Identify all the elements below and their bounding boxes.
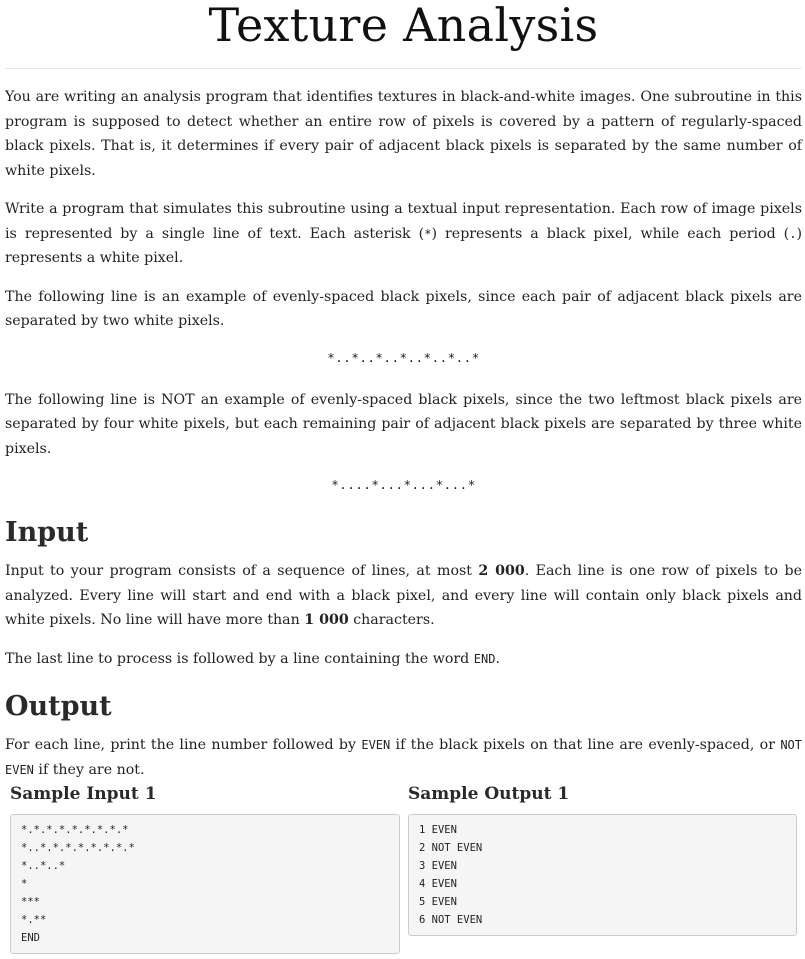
end-keyword-code: END: [473, 651, 496, 666]
input-p1-text-a: Input to your program consists of a sequence of lines, at most: [5, 563, 479, 579]
title-divider: [5, 68, 802, 69]
output-p1-text-a: For each line, print the line number followed by: [5, 737, 362, 753]
sample-output-line: 2 NOT EVEN: [419, 842, 483, 854]
sample-input-title: Sample Input 1: [10, 784, 157, 804]
sample-output-line: 6 NOT EVEN: [419, 914, 483, 926]
sample-input-column: [10, 782, 400, 954]
example-even-pattern: *..*..*..*..*..*..*: [327, 349, 480, 365]
sample-input-line: *..*..*: [21, 860, 66, 872]
intro-paragraph-3: The following line is an example of evenly-spaced black pixels, since each pair of adjacent black pixels are separated by two white pixels.: [5, 288, 802, 329]
sample-output-line: 1 EVEN: [419, 824, 457, 836]
output-paragraph-1: [5, 733, 802, 782]
output-p1-text-c: if they are not.: [33, 761, 145, 778]
sample-input-line: *.**: [21, 914, 47, 926]
input-paragraph-2: [5, 647, 802, 672]
period-code: .: [789, 226, 797, 241]
max-chars-value: 1 000: [304, 612, 349, 628]
input-p1-text-b: . Each line is one row of pixels to be analyzed. Every line will start and end with a black pixel, and every line will contain only black pixels and white pixels. No line will have more than: [5, 563, 802, 628]
sample-input-box[interactable]: [10, 814, 400, 954]
sample-output-column: [408, 782, 797, 936]
intro-paragraph-1: You are writing an analysis program that identifies textures in black-and-white images. One subroutine in this program is supposed to detect whether an entire row of pixels is covered by a pattern of regularly-spaced black pixels. That is, it determines if every pair of adjacent black pixels is separated by the same number of white pixels.: [5, 89, 802, 179]
max-lines-value: 2 000: [478, 563, 525, 579]
asterisk-code: *: [424, 226, 432, 241]
output-p1-text-b: if the black pixels on that line are evenly-spaced, or: [390, 737, 781, 753]
samples-section: [5, 782, 802, 957]
intro-paragraph-2: [5, 197, 802, 271]
problem-statement: [5, 0, 802, 796]
input-paragraph-1: [5, 559, 802, 633]
sample-input-line: ***: [21, 896, 40, 908]
even-keyword-code: EVEN: [361, 738, 391, 752]
input-p2-text-a: The last line to process is followed by a line containing the word: [5, 650, 474, 667]
sample-input-line: *: [21, 878, 28, 890]
intro-p2-text-a: Write a program that simulates this subroutine using a textual input representation. Each row of image pixels is represented by a single line of text. Each asterisk (: [5, 201, 802, 242]
intro-p2-text-b: ) represents a black pixel, while each period (: [431, 225, 790, 242]
intro-p2-text-c: ) represents a white pixel.: [5, 225, 802, 266]
sample-output-line: 5 EVEN: [419, 896, 457, 908]
input-heading: Input: [5, 517, 89, 548]
input-p1-text-c: characters.: [348, 612, 435, 628]
sample-output-box[interactable]: [408, 814, 797, 936]
sample-input-line: *..*.*.*.*.*.*.*.*: [21, 842, 135, 854]
sample-input-line: *.*.*.*.*.*.*.*.*: [21, 824, 129, 836]
sample-output-title: Sample Output 1: [408, 784, 570, 804]
input-p2-text-b: .: [495, 650, 500, 667]
page-title: Texture Analysis: [208, 0, 599, 52]
not-even-keyword-code: NOT EVEN: [5, 738, 802, 777]
output-heading: Output: [5, 691, 112, 722]
sample-output-line: 4 EVEN: [419, 878, 457, 890]
sample-input-line: END: [21, 932, 40, 944]
example-not-even-pattern: *....*...*...*...*: [331, 477, 476, 492]
sample-output-line: 3 EVEN: [419, 860, 457, 872]
intro-paragraph-4: The following line is NOT an example of evenly-spaced black pixels, since the two leftmost black pixels are separated by four white pixels, but each remaining pair of adjacent black pixels are separated by three white pixels.: [5, 391, 802, 457]
